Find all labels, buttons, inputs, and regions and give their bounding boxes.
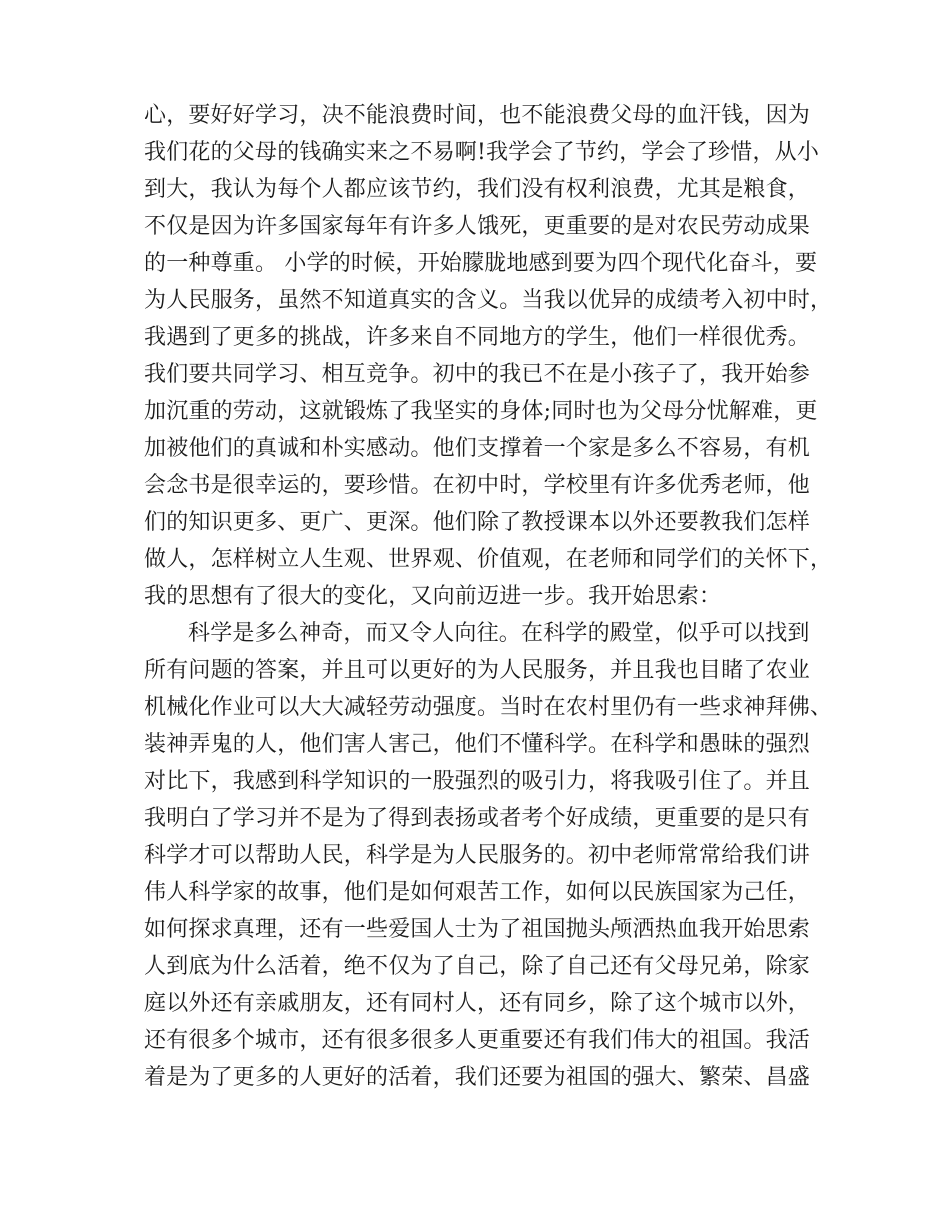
text-line: 为人民服务，虽然不知道真实的含义。当我以优异的成绩考入初中时， [144, 288, 833, 313]
text-line: 机械化作业可以大大减轻劳动强度。当时在农村里仍有一些求神拜佛、 [144, 695, 833, 720]
text-line: 加沉重的劳动，这就锻炼了我坚实的身体;同时也为父母分忧解难，更 [144, 399, 818, 424]
text-line: 还有很多个城市，还有很多很多人更重要还有我们伟大的祖国。我活 [144, 1028, 811, 1053]
text-line: 人到底为什么活着，绝不仅为了自己，除了自己还有父母兄弟，除家 [144, 954, 811, 979]
text-line: 我们要共同学习、相互竞争。初中的我已不在是小孩子了，我开始参 [144, 362, 811, 387]
text-line: 着是为了更多的人更好的活着，我们还要为祖国的强大、繁荣、昌盛 [144, 1065, 811, 1090]
text-line: 不仅是因为许多国家每年有许多人饿死，更重要的是对农民劳动成果 [144, 214, 811, 239]
text-line: 做人，怎样树立人生观、世界观、价值观，在老师和同学们的关怀下， [144, 547, 833, 572]
text-line: 到大，我认为每个人都应该节约，我们没有权利浪费，尤其是粮食， [144, 177, 811, 202]
text-line: 我们花的父母的钱确实来之不易啊!我学会了节约，学会了珍惜，从小 [144, 140, 820, 165]
text-line: 我明白了学习并不是为了得到表扬或者考个好成绩，更重要的是只有 [144, 806, 811, 831]
text-line: 所有问题的答案，并且可以更好的为人民服务，并且我也目睹了农业 [144, 658, 811, 683]
paragraph-first-line: 科学是多么神奇，而又令人向往。在科学的殿堂，似乎可以找到 [188, 621, 810, 646]
text-line: 对比下，我感到科学知识的一股强烈的吸引力，将我吸引住了。并且 [144, 769, 811, 794]
text-line: 加被他们的真诚和朴实感动。他们支撑着一个家是多么不容易，有机 [144, 436, 811, 461]
text-line: 我遇到了更多的挑战，许多来自不同地方的学生，他们一样很优秀。 [144, 325, 811, 350]
text-line: 科学才可以帮助人民，科学是为人民服务的。初中老师常常给我们讲 [144, 843, 811, 868]
text-line: 伟人科学家的故事，他们是如何艰苦工作，如何以民族国家为己任， [144, 880, 811, 905]
text-line: 如何探求真理，还有一些爱国人士为了祖国抛头颅洒热血我开始思索 [144, 917, 811, 942]
text-line: 会念书是很幸运的，要珍惜。在初中时，学校里有许多优秀老师，他 [144, 473, 811, 498]
text-line: 的一种尊重。 小学的时候，开始朦胧地感到要为四个现代化奋斗，要 [144, 251, 818, 276]
text-line: 我的思想有了很大的变化，又向前迈进一步。我开始思索： [144, 584, 722, 609]
text-line: 们的知识更多、更广、更深。他们除了教授课本以外还要教我们怎样 [144, 510, 811, 535]
text-line: 庭以外还有亲戚朋友，还有同村人，还有同乡，除了这个城市以外， [144, 991, 811, 1016]
body-text [144, 97, 833, 1096]
text-line: 装神弄鬼的人，他们害人害己，他们不懂科学。在科学和愚昧的强烈 [144, 732, 811, 757]
text-line: 心，要好好学习，决不能浪费时间，也不能浪费父母的血汗钱，因为 [144, 103, 811, 128]
